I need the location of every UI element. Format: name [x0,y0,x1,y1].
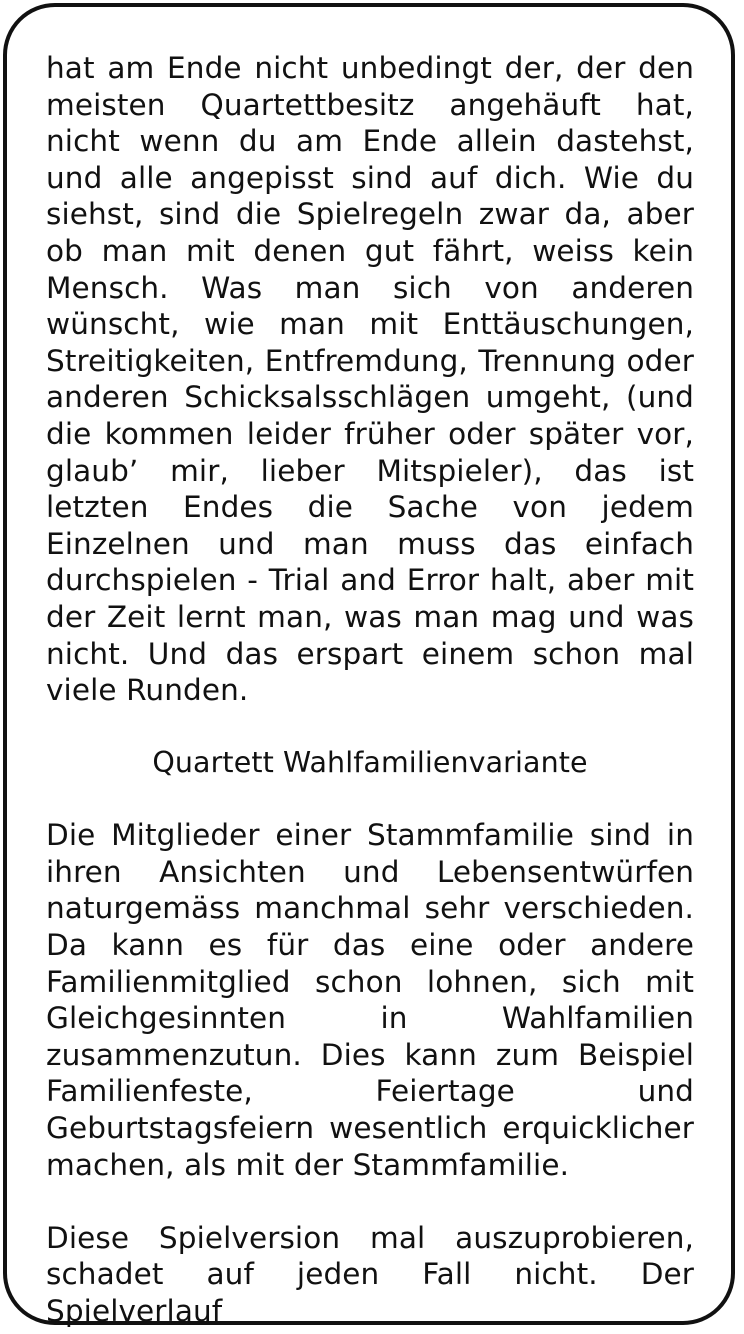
paragraph-spielversion: Diese Spielversion mal auszuprobieren, schadet auf jeden Fall nicht. Der Spielverlauf [46,1220,694,1328]
paragraph-intro: hat am Ende nicht unbedingt der, der den meisten Quartettbesitz angehäuft hat, nicht wenn du am Ende allein dastehst, und alle angepisst sind auf dich. Wie du siehst, sind die Spielregeln zwar da, aber ob man mit denen gut fährt, weiss kein Mensch. Was man sich von anderen wünscht, wie man mit Enttäuschungen, Streitigkeiten, Entfremdung, Trennung oder anderen Schicksalsschlägen umgeht, (und die kommen leider früher oder später vor, glaub’ mir, lieber Mitspieler), das ist letzten Endes die Sache von jedem Einzelnen und man muss das einfach durchspielen - Trial and Error halt, aber mit der Zeit lernt man, was man mag und was nicht. Und das erspart einem schon mal viele Runden. [46,51,694,708]
document-body [46,50,694,1330]
section-heading: Quartett Wahlfamilienvariante [152,745,588,779]
paragraph-wahlfamilie: Die Mitglieder einer Stammfamilie sind in ihren Ansichten und Lebensentwürfen naturgemäss manchmal sehr verschieden. Da kann es für das eine oder andere Familienmitglied schon lohnen, sich mit Gleichgesinnten in Wahlfamilien zusammenzutun. Dies kann zum Beispiel Familienfeste, Feiertage und Geburtstagsfeiern wesentlich erquicklicher machen, als mit der Stammfamilie. [46,818,694,1182]
paragraph-gap [46,1183,694,1220]
